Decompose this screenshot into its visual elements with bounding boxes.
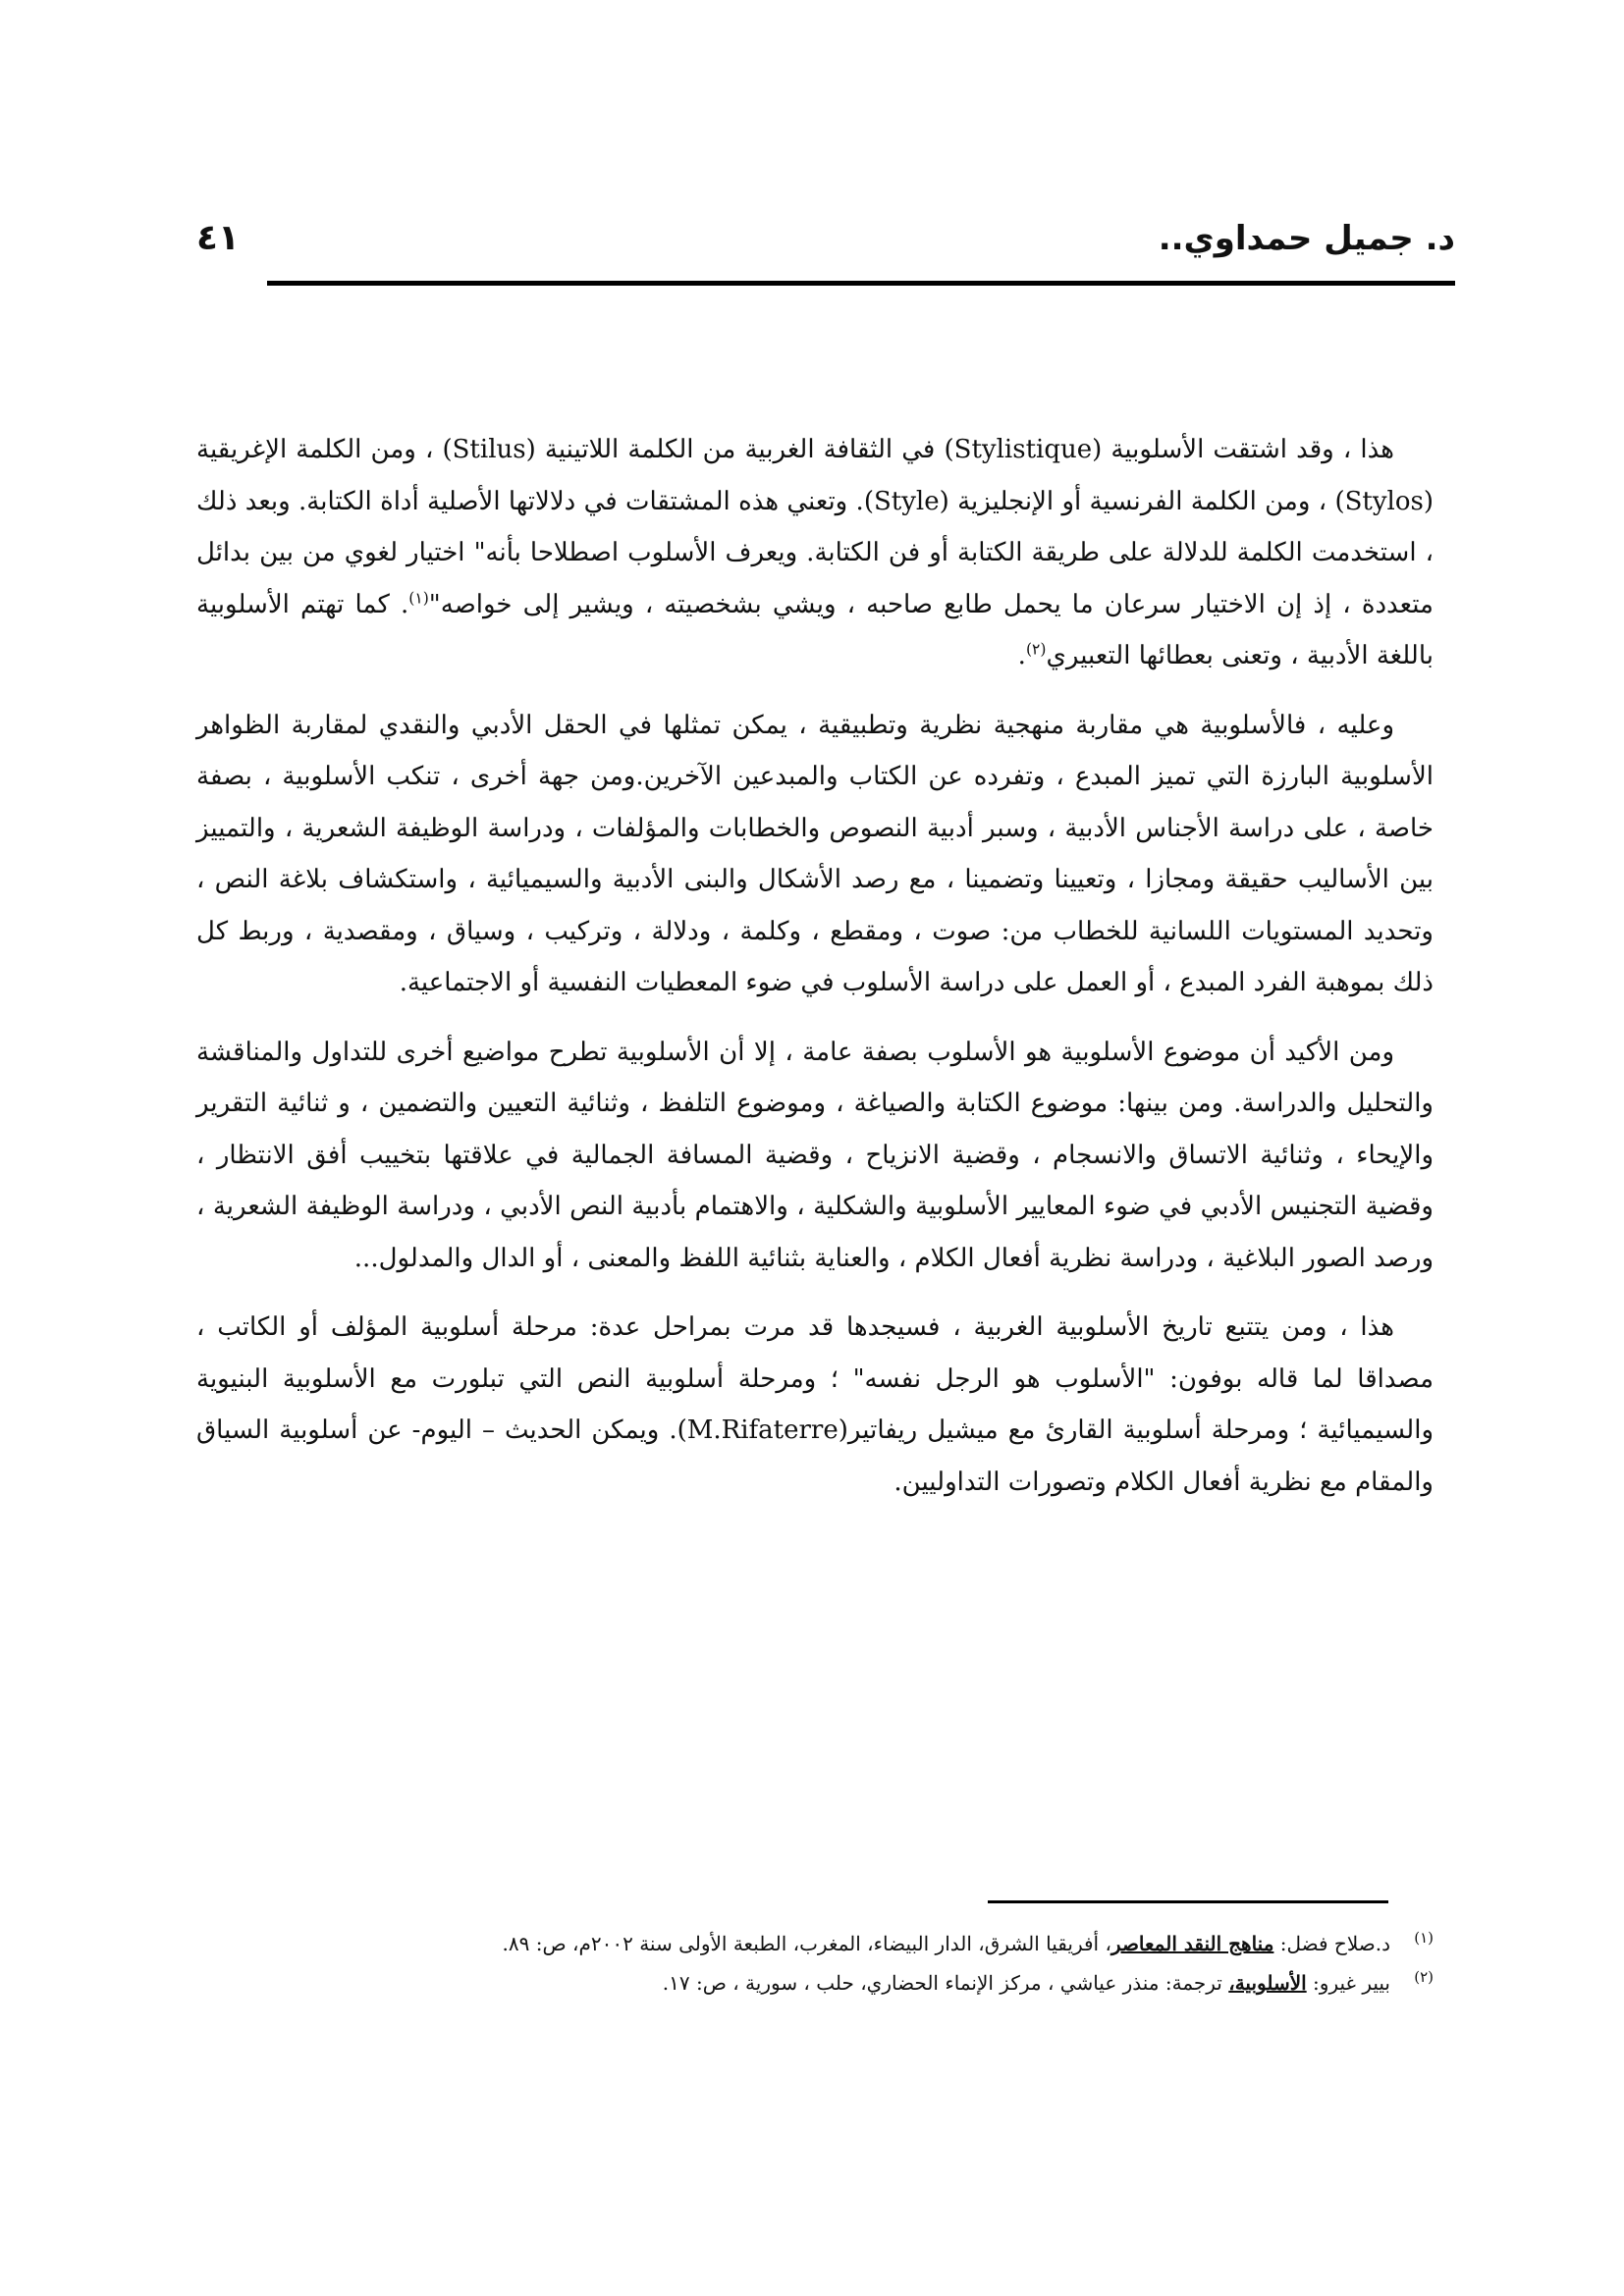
footnote-1: [196, 1924, 1434, 1963]
running-header: [196, 214, 1455, 273]
footnote-ref-1[interactable]: (١): [408, 588, 429, 607]
paragraph-1-text-a: هذا ، وقد اشتقت الأسلوبية (Stylistique) في الثقافة الغربية من الكلمة اللاتينية (Stilus) ، ومن الكلمة الإغريقية (Stylos) ، ومن الكلمة الفرنسية أو الإنجليزية (Style). وتعني هذه المشتقات في دلالاتها الأصلية أداة الكتابة. وبعد ذلك ، استخدمت الكلمة للدلالة على طريقة الكتابة أو فن الكتابة. ويعرف الأسلوب اصطلاحا بأنه" اختيار لغوي من بين بدائل متعددة ، إذ إن الاختيار سرعان ما يحمل طابع صاحبه ، ويشي بشخصيته ، ويشير إلى خواصه": [196, 435, 1435, 619]
footnote-1-marker: (١): [1414, 1929, 1434, 1947]
paragraph-1: [196, 424, 1434, 682]
footnote-2-details: ترجمة: منذر عياشي ، مركز الإنماء الحضاري، حلب ، سورية ، ص: ١٧.: [662, 1971, 1229, 1995]
footnotes: [196, 1924, 1434, 2002]
footnote-2: [196, 1963, 1434, 2002]
footnote-1-details: ، أفريقيا الشرق، الدار البيضاء، المغرب، الطبعة الأولى سنة ٢٠٠٢م، ص: ٨٩.: [502, 1932, 1111, 1955]
paragraph-1-text-c: .: [1017, 641, 1026, 670]
body-text: [196, 424, 1434, 1525]
page-number: ٤١: [196, 218, 240, 258]
paragraph-4: هذا ، ومن يتتبع تاريخ الأسلوبية الغربية ، فسيجدها قد مرت بمراحل عدة: مرحلة أسلوبية المؤلف أو الكاتب ، مصداقا لما قاله بوفون: "الأسلوب هو الرجل نفسه" ؛ ومرحلة أسلوبية النص التي تبلورت مع الأسلوبية البنيوية والسيميائية ؛ ومرحلة أسلوبية القارئ مع ميشيل ريفاتير(M.Rifaterre). ويمكن الحديث – اليوم- عن أسلوبية السياق والمقام مع نظرية أفعال الكلام وتصورات التداوليين.: [196, 1312, 1434, 1497]
header-rule: [267, 281, 1455, 286]
footnote-1-author: د.صلاح فضل:: [1273, 1932, 1390, 1955]
paragraph-3: ومن الأكيد أن موضوع الأسلوبية هو الأسلوب بصفة عامة ، إلا أن الأسلوبية تطرح مواضيع أخرى للتداول والمناقشة والتحليل والدراسة. ومن بينها: موضوع الكتابة والصياغة ، وموضوع التلفظ ، وثنائية التعيين والتضمين ، و ثنائية التقرير والإيحاء ، وثنائية الاتساق والانسجام ، وقضية الانزياح ، وقضية المسافة الجمالية في علاقتها بتخييب أفق الانتظار ، وقضية التجنيس الأدبي في ضوء المعايير الأسلوبية والشكلية ، والاهتمام بأدبية النص الأدبي ، ودراسة الوظيفة الشعرية ، ورصد الصور البلاغية ، ودراسة نظرية أفعال الكلام ، والعناية بثنائية اللفظ والمعنى ، أو الدال والمدلول...: [196, 1037, 1434, 1273]
footnote-ref-2[interactable]: (٢): [1025, 640, 1047, 659]
footnote-2-title: الأسلوبية،: [1228, 1971, 1307, 1995]
paragraph-2: وعليه ، فالأسلوبية هي مقاربة منهجية نظرية وتطبيقية ، يمكن تمثلها في الحقل الأدبي والنقدي لمقاربة الظواهر الأسلوبية البارزة التي تميز المبدع ، وتفرده عن الكتاب والمبدعين الآخرين.ومن جهة أخرى ، تنكب الأسلوبية ، بصفة خاصة ، على دراسة الأجناس الأدبية ، وسبر أدبية النصوص والخطابات والمؤلفات ، ودراسة الوظيفة الشعرية ، والتمييز بين الأساليب حقيقة ومجازا ، وتعيينا وتضمينا ، مع رصد الأشكال والبنى الأدبية والسيميائية ، واستكشاف بلاغة النص ، وتحديد المستويات اللسانية للخطاب من: صوت ، ومقطع ، وكلمة ، ودلالة ، وتركيب ، وسياق ، ومقصدية ، وربط كل ذلك بموهبة الفرد المبدع ، أو العمل على دراسة الأسلوب في ضوء المعطيات النفسية أو الاجتماعية.: [196, 710, 1434, 997]
footnote-2-author: بيير غيرو:: [1306, 1971, 1390, 1995]
header-author: د. جميل حمداوي..: [1158, 219, 1455, 258]
footnote-rule: [988, 1900, 1388, 1903]
footnote-1-title: مناهج النقد المعاصر: [1110, 1932, 1274, 1955]
footnote-2-marker: (٢): [1414, 1968, 1434, 1986]
paragraph-1-text-b: . كما تهتم الأسلوبية باللغة الأدبية ، وتعنى بعطائها التعبيري: [196, 589, 1434, 670]
